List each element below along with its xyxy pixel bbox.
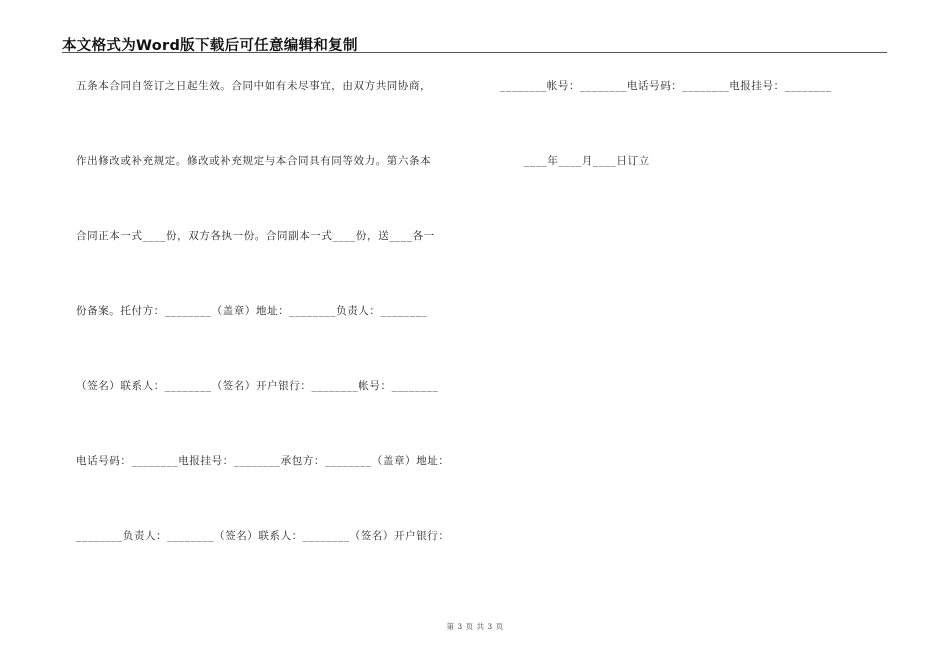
document-header-title: 本文格式为Word版下载后可任意编辑和复制 bbox=[62, 38, 358, 54]
body-line-right-1: ________帐号：________电话号码：________电报挂号：________ bbox=[500, 80, 832, 92]
body-line-2: 作出修改或补充规定。修改或补充规定与本合同具有同等效力。第六条本 bbox=[76, 155, 432, 167]
signing-date-line: ____年____月____日订立 bbox=[524, 155, 650, 167]
body-line-5: （签名）联系人：________（签名）开户银行：________帐号：________ bbox=[76, 380, 439, 392]
body-line-7: ________负责人：________（签名）联系人：________（签名）开户银行： bbox=[76, 530, 450, 542]
header-divider bbox=[62, 52, 887, 53]
body-line-3: 合同正本一式____份，双方各执一份。合同副本一式____份，送____各一 bbox=[76, 230, 435, 242]
page-number-footer: 第 3 页 共 3 页 bbox=[446, 622, 504, 631]
body-line-1: 五条本合同自签订之日起生效。合同中如有未尽事宜，由双方共同协商， bbox=[76, 80, 432, 92]
body-line-6: 电话号码：________电报挂号：________承包方：________（盖章）地址： bbox=[76, 455, 450, 467]
body-line-4: 份备案。托付方：________（盖章）地址：________负责人：________ bbox=[76, 305, 428, 317]
